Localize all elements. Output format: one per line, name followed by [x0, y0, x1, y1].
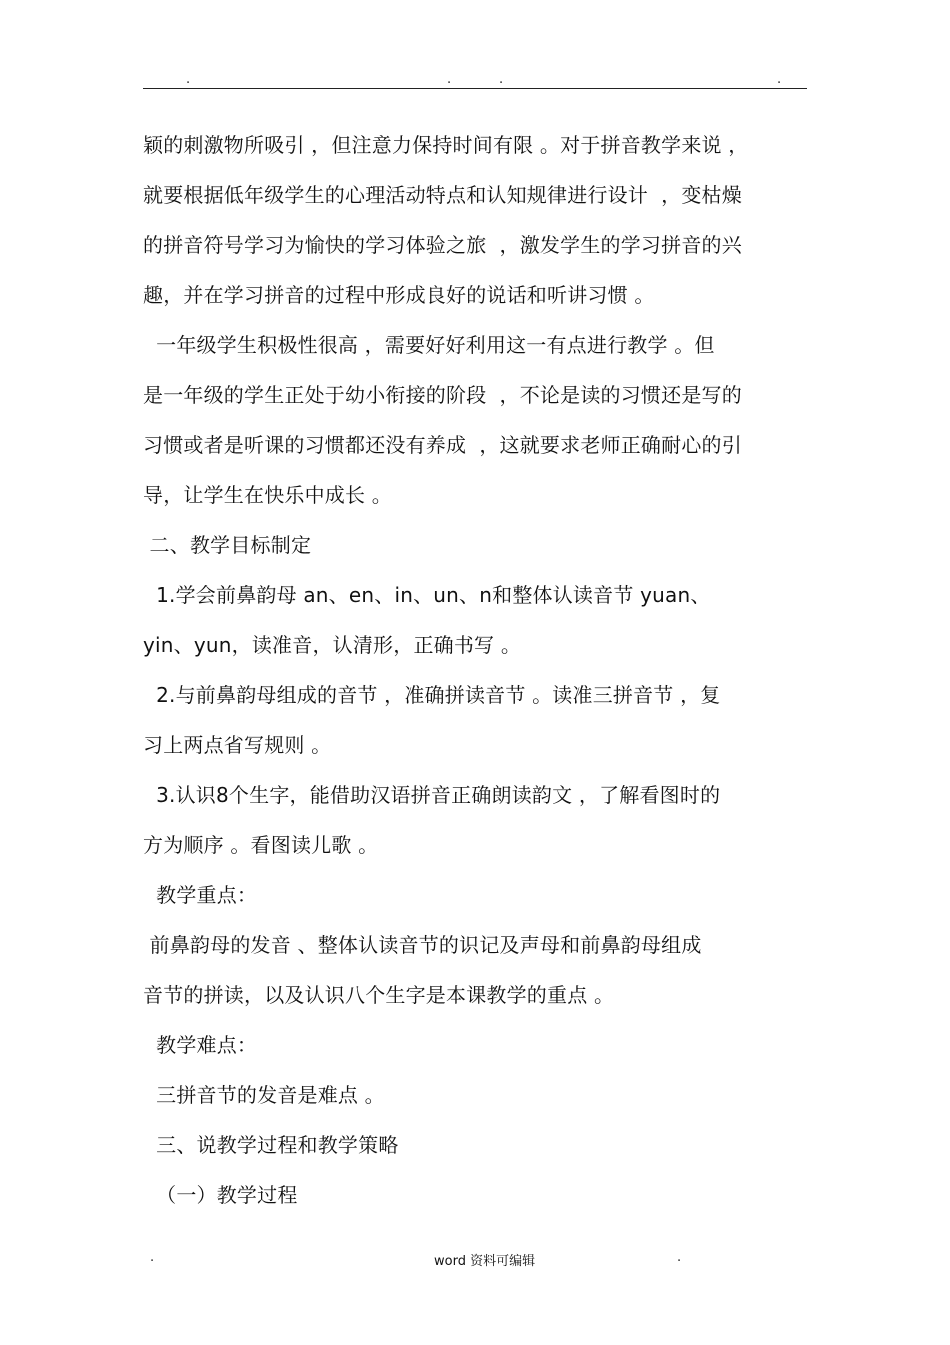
body-line: 习惯或者是听课的习惯都还没有养成 ，这就要求老师正确耐心的引: [143, 433, 742, 457]
header-dot: .: [777, 72, 782, 87]
body-line: 1.学会前鼻韵母 an、en、in、un、n和整体认读音节 yuan、: [143, 583, 711, 607]
header-dot: .: [499, 72, 504, 87]
body-line: 趣，并在学习拼音的过程中形成良好的说话和听讲习惯 。: [143, 283, 655, 307]
body-line: 的拼音符号学习为愉快的学习体验之旅 ，激发学生的学习拼音的兴: [143, 233, 742, 257]
body-line: 三拼音节的发音是难点 。: [143, 1083, 385, 1107]
subheading: 教学重点：: [143, 883, 258, 907]
body-line: 导，让学生在快乐中成长 。: [143, 483, 392, 507]
body-line: 一年级学生积极性很高 ，需要好好利用这一有点进行教学 。但: [143, 333, 715, 357]
body-line: yin、yun，读准音，认清形，正确书写 。: [143, 633, 522, 657]
section-heading: 二、教学目标制定: [143, 533, 312, 557]
subheading: 教学难点：: [143, 1033, 258, 1057]
body-line: 方为顺序 。看图读儿歌 。: [143, 833, 379, 857]
header-dot: .: [186, 72, 191, 87]
body-line: 是一年级的学生正处于幼小衔接的阶段 ，不论是读的习惯还是写的: [143, 383, 742, 407]
body-line: 音节的拼读，以及认识八个生字是本课教学的重点 。: [143, 983, 615, 1007]
footer-right-dot: .: [677, 1250, 682, 1265]
body-line: 3.认识8个生字，能借助汉语拼音正确朗读韵文 ，了解看图时的: [143, 783, 721, 807]
body-line: 颖的刺激物所吸引 ，但注意力保持时间有限 。对于拼音教学来说 ，: [143, 133, 749, 157]
footer-left-dot: .: [150, 1250, 155, 1265]
body-line: 就要根据低年级学生的心理活动特点和认知规律进行设计 ，变枯燥: [143, 183, 742, 207]
section-heading: 三、说教学过程和教学策略: [143, 1133, 399, 1157]
header-dot: .: [447, 72, 452, 87]
body-line: 习上两点省写规则 。: [143, 733, 332, 757]
header-divider: [143, 88, 807, 89]
footer-text: word 资料可编辑: [434, 1254, 536, 1269]
body-line: 前鼻韵母的发音 、整体认读音节的识记及声母和前鼻韵母组成: [143, 933, 702, 957]
subheading: （一）教学过程: [143, 1183, 298, 1207]
body-line: 2.与前鼻韵母组成的音节 ，准确拼读音节 。读准三拼音节 ，复: [143, 683, 721, 707]
